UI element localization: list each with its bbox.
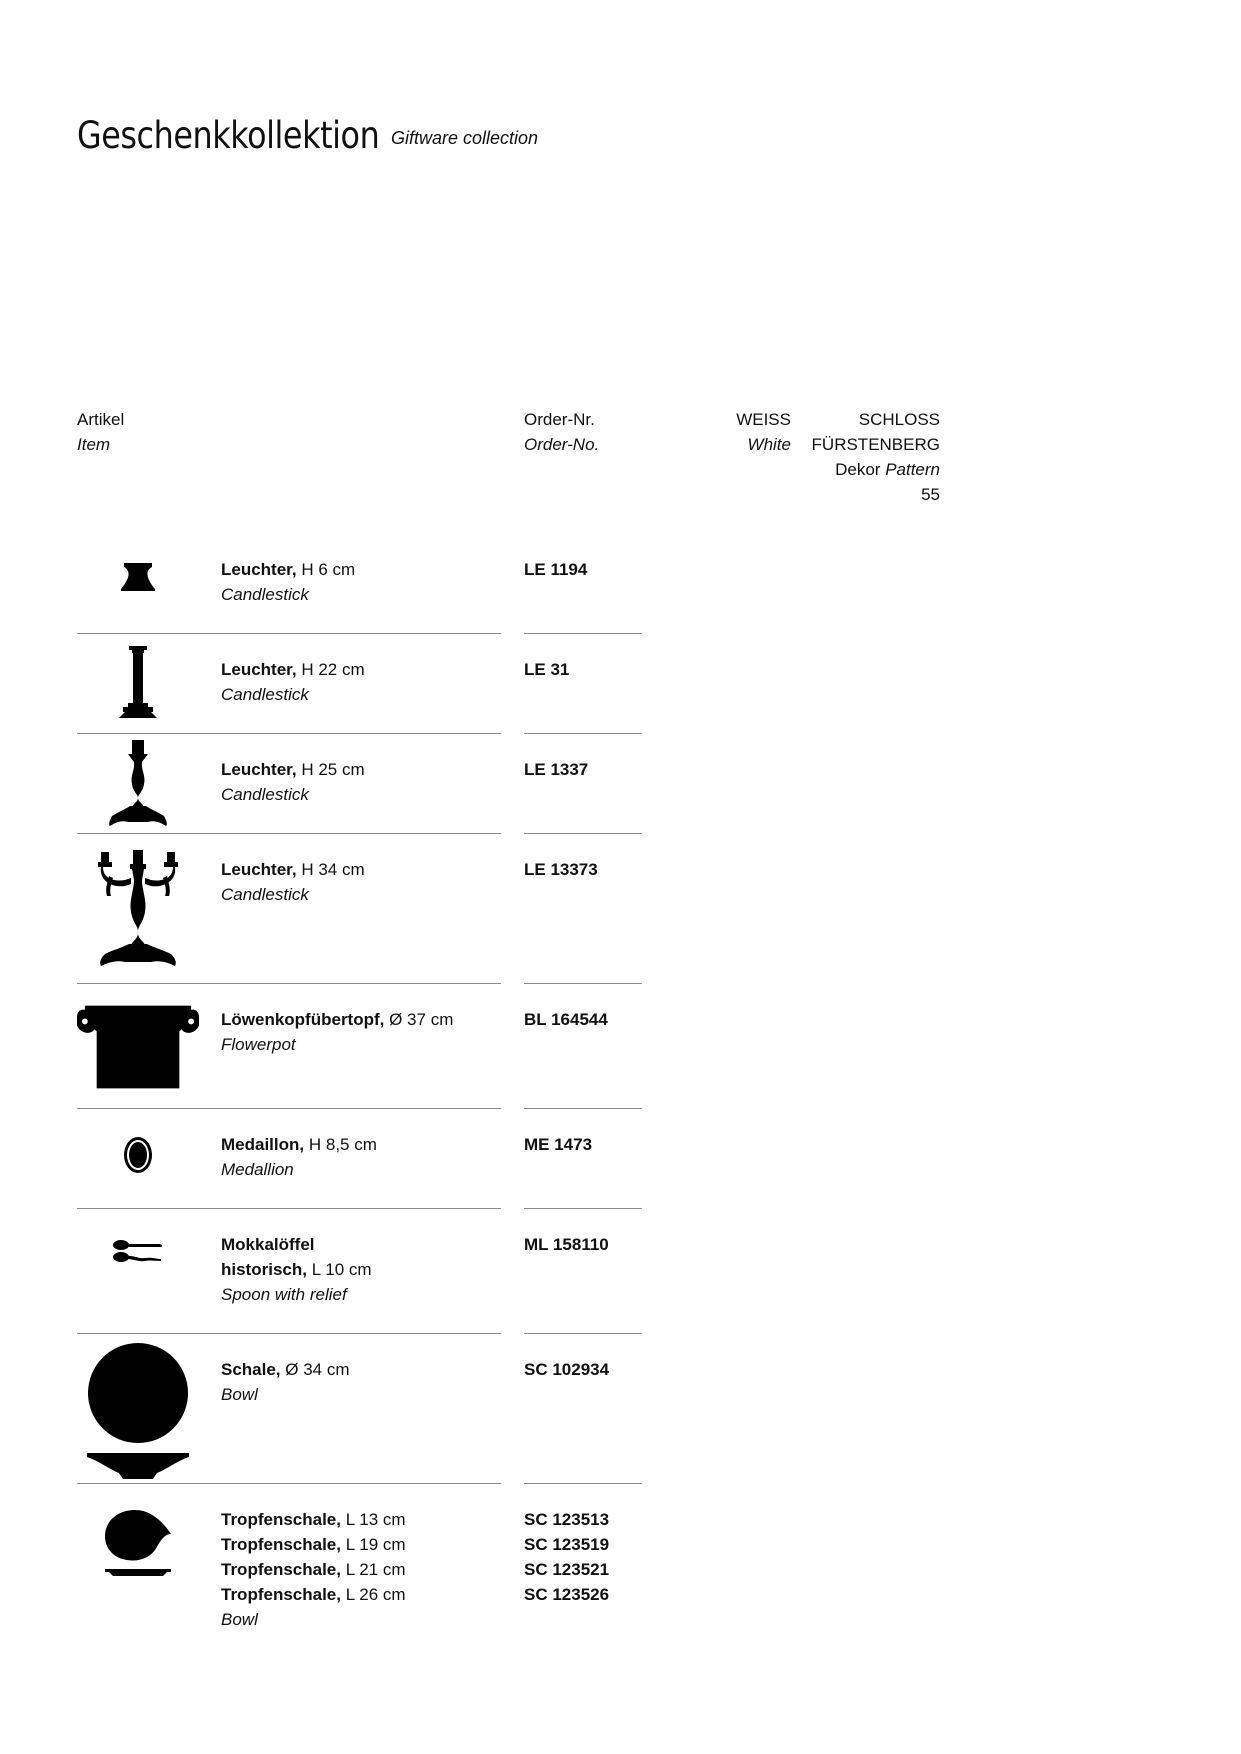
item-6-english: Medallion [221,1160,294,1179]
header-schloss [790,407,940,507]
row-divider [524,1333,642,1334]
item-9-variant-1-name: Tropfenschale, [221,1510,341,1529]
item-9-variant-2-size: L 19 cm [345,1535,406,1554]
item-9-description [221,1507,406,1632]
item-3-size: H 25 cm [301,760,365,779]
spoon-icon [77,1238,199,1266]
item-4-order [524,857,598,882]
item-5-description [221,1007,453,1057]
header-weiss-en: White [747,435,791,454]
item-4-order-number: LE 13373 [524,860,598,879]
item-7-size: L 10 cm [311,1260,372,1279]
item-8-name: Schale, [221,1360,281,1379]
item-8-description [221,1357,350,1407]
item-7-english: Spoon with relief [221,1285,347,1304]
item-7-order-number: ML 158110 [524,1235,609,1254]
row-divider [524,1483,642,1484]
item-9-variant-1-size: L 13 cm [345,1510,406,1529]
title-main: Geschenkkollektion [77,114,380,157]
item-6-order-number: ME 1473 [524,1135,593,1154]
row-divider [77,1108,501,1109]
row-divider [77,1333,501,1334]
header-dekor [790,457,940,482]
row-divider [524,833,642,834]
row-divider [77,1483,501,1484]
header-artikel-de: Artikel [77,410,125,429]
item-5-order-number: BL 164544 [524,1010,608,1029]
item-4-size: H 34 cm [301,860,365,879]
bowl-icon [77,1343,199,1479]
row-divider [524,733,642,734]
item-9-variant-1 [221,1507,406,1532]
item-7-name-line1: Mokkalöffel [221,1235,315,1254]
item-7-name: historisch, [221,1260,307,1279]
item-1-name: Leuchter, [221,560,297,579]
flowerpot-icon [77,1005,199,1089]
item-9-english: Bowl [221,1610,258,1629]
item-9-variant-4-name: Tropfenschale, [221,1585,341,1604]
header-order-en: Order-No. [524,435,600,454]
item-7-description [221,1232,372,1307]
item-9-order-2: SC 123519 [524,1535,610,1554]
row-divider [77,633,501,634]
item-8-size: Ø 34 cm [285,1360,350,1379]
item-9-variant-2-name: Tropfenschale, [221,1535,341,1554]
row-divider [77,1208,501,1209]
item-1-english: Candlestick [221,585,309,604]
candlestick-low-icon [77,560,199,594]
item-2-size: H 22 cm [301,660,365,679]
item-5-order [524,1007,608,1032]
header-weiss [700,407,791,457]
item-1-order [524,557,587,582]
item-2-order [524,657,569,682]
item-3-description [221,757,365,807]
item-5-english: Flowerpot [221,1035,296,1054]
candlestick-column-icon [77,646,199,718]
item-1-order-number: LE 1194 [524,560,588,579]
page-title [77,114,539,157]
row-divider [77,983,501,984]
item-9-variant-3-name: Tropfenschale, [221,1560,341,1579]
item-1-size: H 6 cm [301,560,356,579]
item-4-name: Leuchter, [221,860,297,879]
row-divider [524,1108,642,1109]
item-2-name: Leuchter, [221,660,297,679]
header-weiss-de: WEISS [736,410,791,429]
header-dekor-number: 55 [921,485,940,504]
title-subtitle: Giftware collection [391,128,539,148]
item-6-description [221,1132,377,1182]
item-9-variant-2 [221,1532,406,1557]
item-2-english: Candlestick [221,685,309,704]
item-8-english: Bowl [221,1385,258,1404]
drop-bowl-icon [77,1510,199,1578]
header-artikel [77,407,124,457]
item-9-order [524,1507,609,1607]
medallion-icon [77,1135,199,1175]
header-order [524,407,599,457]
item-9-variant-4 [221,1582,406,1607]
item-9-variant-4-size: L 26 cm [345,1585,406,1604]
item-3-name: Leuchter, [221,760,297,779]
header-schloss-1: SCHLOSS [858,410,940,429]
header-artikel-en: Item [77,435,111,454]
item-8-order [524,1357,609,1382]
item-3-order-number: LE 1337 [524,760,589,779]
header-dekor-en: Pattern [885,460,940,479]
item-4-description [221,857,365,907]
item-4-english: Candlestick [221,885,309,904]
item-8-order-number: SC 102934 [524,1360,610,1379]
item-9-variant-3 [221,1557,406,1582]
item-9-order-4: SC 123526 [524,1585,610,1604]
item-5-size: Ø 37 cm [389,1010,454,1029]
candlestick-baroque-icon [77,740,199,826]
item-9-order-3: SC 123521 [524,1560,610,1579]
header-schloss-2: FÜRSTENBERG [811,435,940,454]
item-6-order [524,1132,592,1157]
item-5-name: Löwenkopfübertopf, [221,1010,385,1029]
row-divider [77,833,501,834]
item-1-description [221,557,355,607]
row-divider [524,1208,642,1209]
item-9-variant-3-size: L 21 cm [345,1560,406,1579]
item-9-order-1: SC 123513 [524,1510,610,1529]
row-divider [524,633,642,634]
candelabra-icon [77,850,199,966]
item-7-order [524,1232,609,1257]
header-order-de: Order-Nr. [524,410,595,429]
item-2-description [221,657,365,707]
item-6-size: H 8,5 cm [308,1135,377,1154]
item-2-order-number: LE 31 [524,660,570,679]
row-divider [524,983,642,984]
header-dekor-de: Dekor [835,460,881,479]
item-6-name: Medaillon, [221,1135,305,1154]
item-3-english: Candlestick [221,785,309,804]
row-divider [77,733,501,734]
item-3-order [524,757,588,782]
